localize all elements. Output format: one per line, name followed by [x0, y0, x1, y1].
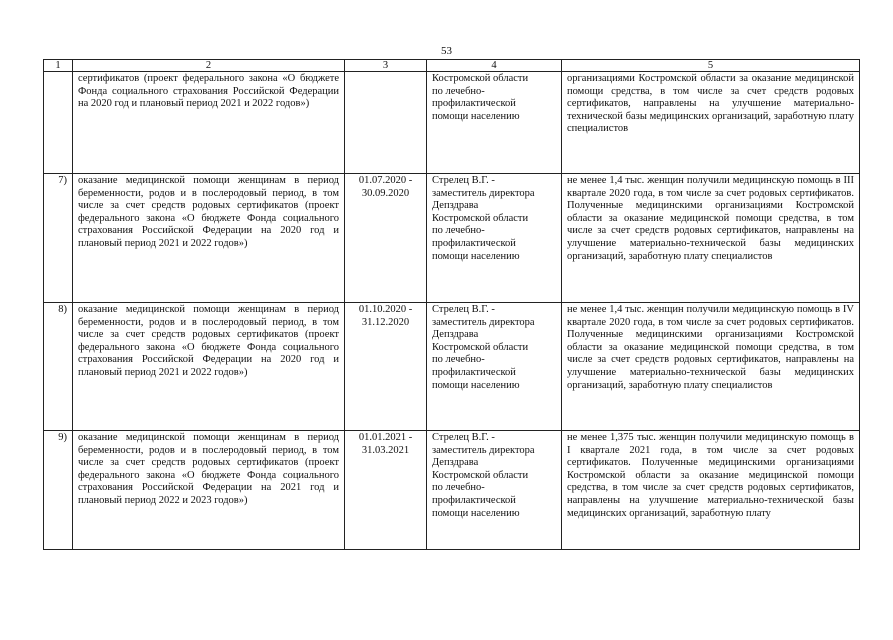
activity-cell: сертификатов (проект федерального закона «О бюджете Фонда социального страхования Российской Федерации на 2020 год и плановый период 2021 и 2022 годов»): [73, 72, 345, 174]
responsible-line: помощи населению: [432, 250, 520, 262]
responsible-line: профилактической: [432, 98, 516, 110]
responsible-line: по лечебно-: [432, 85, 485, 97]
period-cell: [345, 72, 427, 174]
header-col-1: 1: [44, 60, 73, 72]
activity-cell: оказание медицинской помощи женщинам в период беременности, родов и в послеродовый период, в том числе за счет средств родовых сертификатов (проект федерального закона «О бюджете Фонда социального страхования Российской Федерации на 2021 год и плановый период 2022 и 2023 годов»): [73, 431, 345, 550]
responsible-line: заместитель директора: [432, 444, 535, 456]
responsible-line: помощи населению: [432, 110, 520, 122]
period-cell: [345, 303, 427, 431]
result-cell: не менее 1,375 тыс. женщин получили медицинскую помощь в I квартале 2021 года, в том числе за счет родовых сертификатов. Полученные медицинскими организациями Костромской области за оказание медицинской помощи средства, в том числе за счет средств родовых сертификатов, направлены на улучшение материально-технической базы медицинских организаций, заработную плату: [562, 431, 860, 550]
result-cell: не менее 1,4 тыс. женщин получили медицинскую помощь в III квартале 2020 года, в том числе за счет родовых сертификатов. Полученные медицинскими организациями Костромской области за оказание медицинской помощи средства, в том числе за счет средств родовых сертификатов, направлены на улучшение материально-технической базы медицинских организаций, заработную плату специалистов: [562, 174, 860, 303]
responsible-cell: [427, 174, 562, 303]
period-end: 31.12.2020: [361, 316, 410, 328]
period-end: 31.03.2021: [361, 444, 410, 456]
period-cell: [345, 431, 427, 550]
table-row: [44, 72, 860, 174]
responsible-line: помощи населению: [432, 507, 520, 519]
responsible-line: Депздрава: [432, 329, 479, 341]
responsible-line: Стрелец В.Г. -: [432, 432, 495, 443]
result-cell: организациями Костромской области за оказание медицинской помощи средства, в том числе за счет средств родовых сертификатов, направлены на улучшение материально-технической базы медицинских организаций, заработную плату специалистов: [562, 72, 860, 174]
responsible-line: помощи населению: [432, 379, 520, 391]
period-cell: [345, 174, 427, 303]
period-end: 30.09.2020: [361, 187, 410, 199]
period-start: 01.07.2020 -: [358, 175, 413, 186]
responsible-line: Стрелец В.Г. -: [432, 175, 495, 186]
responsible-line: заместитель директора: [432, 187, 535, 199]
table-row: [44, 303, 860, 431]
header-col-3: 3: [345, 60, 427, 72]
responsible-line: профилактической: [432, 237, 516, 249]
period-start: 01.01.2021 -: [358, 432, 413, 443]
row-number: [44, 72, 73, 174]
table-row: [44, 174, 860, 303]
responsible-line: Депздрава: [432, 200, 479, 212]
responsible-line: Костромской области: [432, 212, 529, 224]
plan-table: [43, 59, 860, 550]
row-number: 7): [44, 174, 73, 303]
responsible-line: Костромской области: [432, 73, 529, 84]
responsible-cell: [427, 72, 562, 174]
responsible-line: профилактической: [432, 494, 516, 506]
responsible-line: по лечебно-: [432, 225, 485, 237]
table-row: [44, 431, 860, 550]
responsible-line: Депздрава: [432, 457, 479, 469]
page-number: 53: [441, 45, 452, 57]
responsible-line: Стрелец В.Г. -: [432, 304, 495, 315]
responsible-line: Костромской области: [432, 469, 529, 481]
table-header-row: [44, 60, 860, 72]
result-cell: не менее 1,4 тыс. женщин получили медицинскую помощь в IV квартале 2020 года, в том числе за счет родовых сертификатов. Полученные медицинскими организациями Костромской области за оказание медицинской помощи средства, в том числе за счет средств родовых сертификатов, направлены на улучшение материально-технической базы медицинских организаций, заработную плату специалистов: [562, 303, 860, 431]
responsible-line: по лечебно-: [432, 482, 485, 494]
responsible-line: по лечебно-: [432, 354, 485, 366]
row-number: 9): [44, 431, 73, 550]
responsible-cell: [427, 431, 562, 550]
header-col-2: 2: [73, 60, 345, 72]
activity-cell: оказание медицинской помощи женщинам в период беременности, родов и в послеродовый период, в том числе за счет средств родовых сертификатов (проект федерального закона «О бюджете Фонда социального страхования Российской Федерации на 2020 год и плановый период 2021 и 2022 годов»): [73, 303, 345, 431]
period-start: 01.10.2020 -: [358, 304, 413, 315]
responsible-line: профилактической: [432, 366, 516, 378]
responsible-line: Костромской области: [432, 341, 529, 353]
header-col-4: 4: [427, 60, 562, 72]
responsible-line: заместитель директора: [432, 316, 535, 328]
header-col-5: 5: [562, 60, 860, 72]
activity-cell: оказание медицинской помощи женщинам в период беременности, родов и в послеродовый период, в том числе за счет средств родовых сертификатов (проект федерального закона «О бюджете Фонда социального страхования Российской Федерации на 2020 год и плановый период 2021 и 2022 годов»): [73, 174, 345, 303]
responsible-cell: [427, 303, 562, 431]
row-number: 8): [44, 303, 73, 431]
